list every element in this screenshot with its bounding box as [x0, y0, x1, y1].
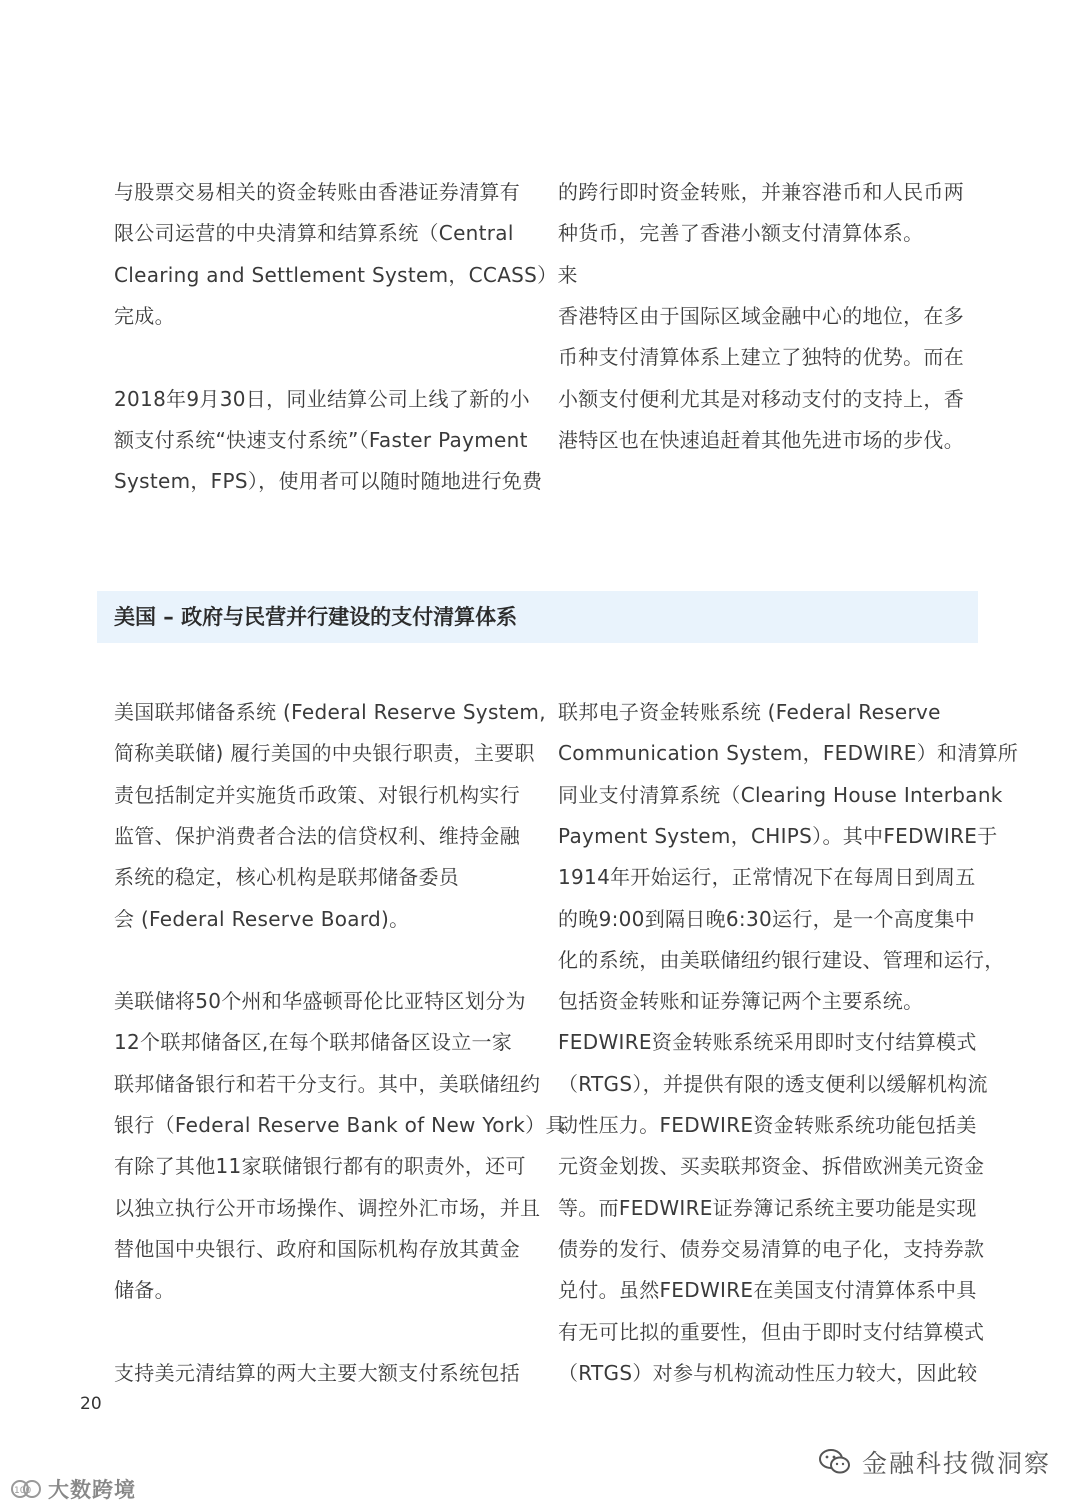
- paragraph-line: 有无可比拟的重要性，但由于即时支付结算模式: [558, 1319, 985, 1344]
- paragraph-line: 责包括制定并实施货币政策、对银行机构实行: [114, 782, 520, 807]
- paragraph-line: 香港特区由于国际区域金融中心的地位，在多: [558, 303, 964, 328]
- paragraph-line: 12个联邦储备区,在每个联邦储备区设立一家: [114, 1030, 513, 1055]
- paragraph-line: 简称美联储) 履行美国的中央银行职责，主要职: [114, 741, 535, 766]
- paragraph-line: 替他国中央银行、政府和国际机构存放其黄金: [114, 1236, 520, 1261]
- paragraph-line: 系统的稳定，核心机构是联邦储备委员: [114, 865, 460, 890]
- paragraph-line: 1914年开始运行，正常情况下在每周日到周五: [558, 865, 976, 890]
- paragraph-line: 美联储将50个州和华盛顿哥伦比亚特区划分为: [114, 989, 526, 1014]
- paragraph-line: 以独立执行公开市场操作、调控外汇市场，并且: [114, 1195, 541, 1220]
- watermark-brand-name: 大数跨境: [48, 1478, 136, 1502]
- wechat-icon: [818, 1447, 852, 1477]
- paragraph-line: 种货币，完善了香港小额支付清算体系。: [558, 221, 924, 246]
- paragraph-line: 化的系统，由美联储纽约银行建设、管理和运行，: [558, 947, 1005, 972]
- paragraph-line: Clearing and Settlement System，CCASS）来: [114, 262, 578, 287]
- paragraph-line: 会 (Federal Reserve Board)。: [114, 906, 410, 931]
- page-number: 20: [80, 1394, 102, 1414]
- section-title: 美国 – 政府与民营并行建设的支付清算体系: [114, 605, 518, 629]
- paragraph-line: 币种支付清算体系上建立了独特的优势。而在: [558, 345, 964, 370]
- brand-logo-icon: [10, 1476, 44, 1502]
- paragraph-line: 美国联邦储备系统 (Federal Reserve System,: [114, 700, 546, 724]
- paragraph-line: Communication System，FEDWIRE）和清算所: [558, 741, 1019, 766]
- paragraph-line: 的晚9:00到隔日晚6:30运行，是一个高度集中: [558, 906, 976, 931]
- paragraph-line: 支持美元清结算的两大主要大额支付系统包括: [114, 1360, 520, 1385]
- paragraph-line: 完成。: [114, 303, 175, 328]
- paragraph-line: 有除了其他11家联储银行都有的职责外，还可: [114, 1154, 526, 1179]
- watermark-brand: [10, 1474, 136, 1504]
- paragraph-line: 银行（Federal Reserve Bank of New York）具: [114, 1113, 566, 1137]
- paragraph-line: 的跨行即时资金转账，并兼容港币和人民币两: [558, 180, 964, 204]
- paragraph-line: 与股票交易相关的资金转账由香港证券清算有: [114, 180, 520, 204]
- paragraph-line: 小额支付便利尤其是对移动支付的支持上，香: [558, 386, 964, 411]
- paragraph-line: 兑付。虽然FEDWIRE在美国支付清算体系中具: [558, 1278, 977, 1303]
- paragraph-line: （RTGS），并提供有限的透支便利以缓解机构流: [558, 1071, 988, 1096]
- paragraph-line: FEDWIRE资金转账系统采用即时支付结算模式: [558, 1030, 977, 1055]
- paragraph-line: 2018年9月30日，同业结算公司上线了新的小: [114, 386, 530, 411]
- paragraph-line: 等。而FEDWIRE证券簿记系统主要功能是实现: [558, 1195, 977, 1220]
- paragraph-line: 港特区也在快速追赶着其他先进市场的步伐。: [558, 427, 964, 452]
- paragraph-line: 联邦电子资金转账系统 (Federal Reserve: [558, 700, 941, 724]
- section-header-band: [97, 591, 978, 643]
- paragraph-line: 限公司运营的中央清算和结算系统（Central: [114, 221, 514, 246]
- svg-text:100: 100: [14, 1486, 32, 1496]
- paragraph-line: 债券的发行、债券交易清算的电子化，支持券款: [558, 1236, 985, 1261]
- paragraph-line: System，FPS），使用者可以随时随地进行免费: [114, 469, 543, 494]
- paragraph-line: 监管、保护消费者合法的信贷权利、维持金融: [114, 823, 520, 848]
- paragraph-line: 元资金划拨、买卖联邦资金、拆借欧洲美元资金: [558, 1154, 985, 1179]
- watermark-account-name: 金融科技微洞察: [862, 1449, 1052, 1478]
- paragraph-line: 动性压力。FEDWIRE资金转账系统功能包括美: [558, 1113, 977, 1137]
- paragraph-line: 联邦储备银行和若干分支行。其中，美联储纽约: [114, 1071, 541, 1096]
- paragraph-line: 同业支付清算系统（Clearing House Interbank: [558, 782, 1003, 807]
- paragraph-line: 包括资金转账和证券簿记两个主要系统。: [558, 989, 924, 1014]
- paragraph-line: Payment System，CHIPS）。其中FEDWIRE于: [558, 823, 998, 848]
- paragraph-line: 额支付系统“快速支付系统”（Faster Payment: [114, 427, 528, 452]
- watermark-account: [818, 1444, 1051, 1480]
- paragraph-line: （RTGS）对参与机构流动性压力较大，因此较: [558, 1360, 978, 1385]
- paragraph-line: 储备。: [114, 1278, 175, 1303]
